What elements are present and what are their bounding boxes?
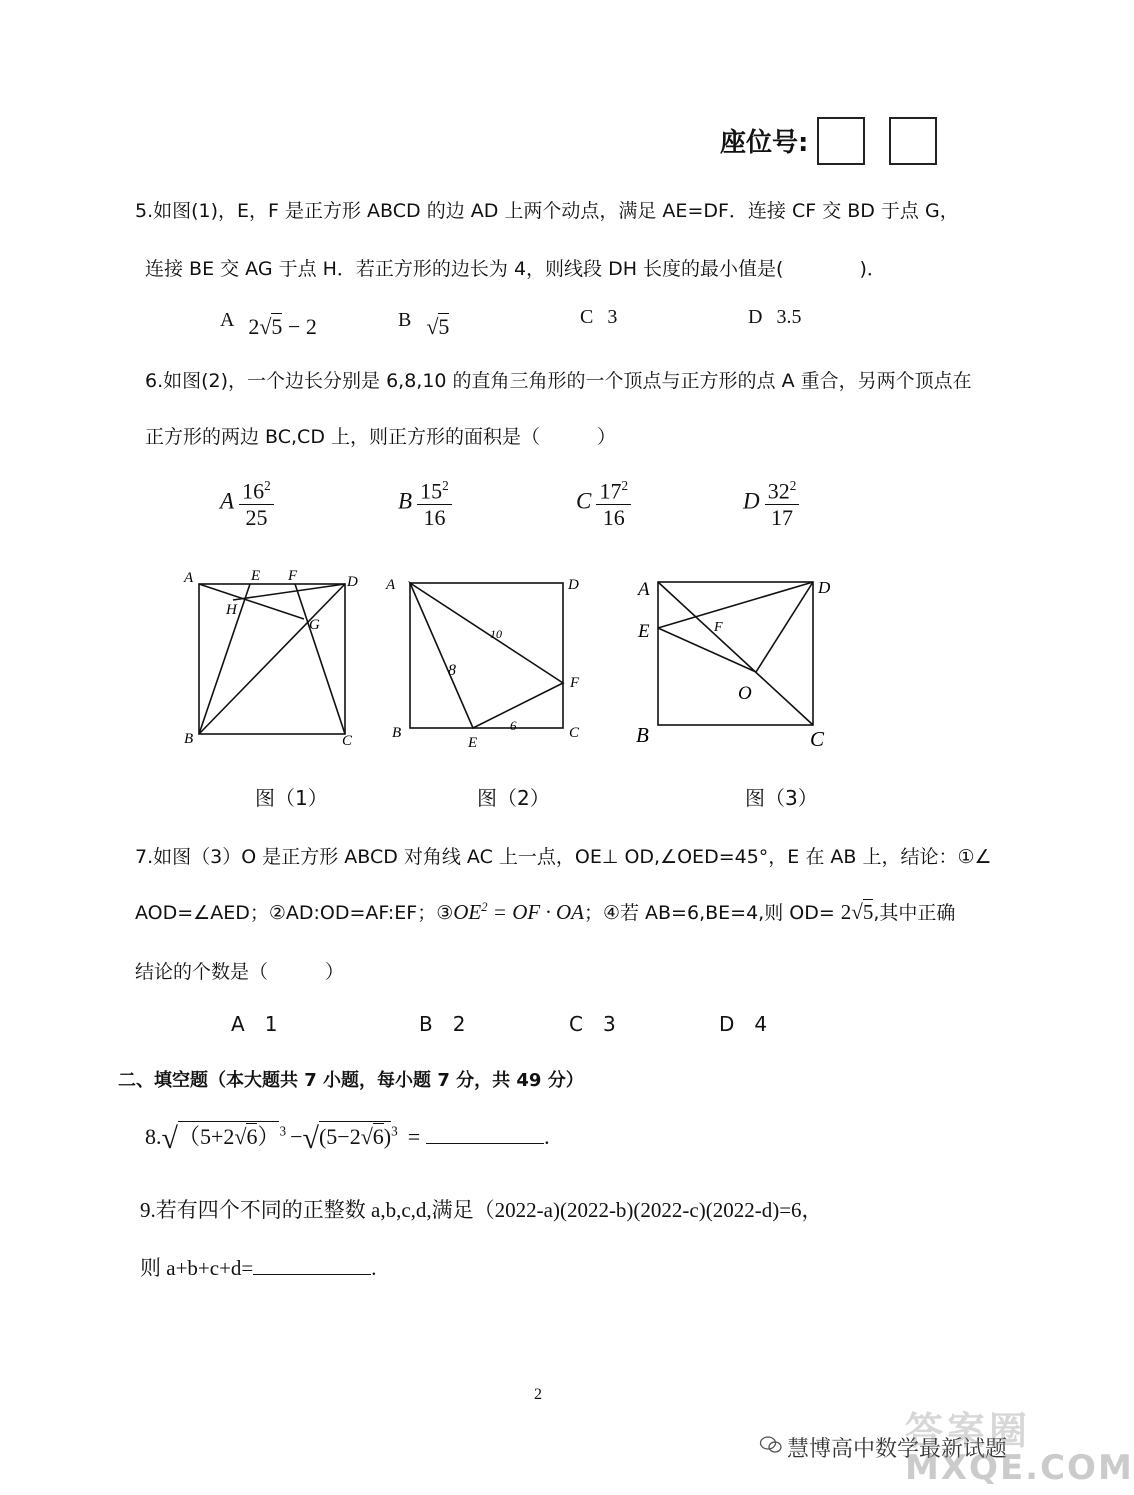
q9-line1: 9.若有四个不同的正整数 a,b,c,d,满足（2022-a)(2022-b)(2022-c)(2022-d)=6， (140, 1198, 823, 1222)
seat-box-1[interactable] (817, 117, 865, 165)
figure-3 (630, 568, 840, 758)
q7-option-d: D 4 (719, 1012, 768, 1036)
q7-line1: 7.如图（3）O 是正方形 ABCD 对角线 AC 上一点，OE⊥ OD,∠OED=45°，E 在 AB 上，结论：①∠ (135, 846, 992, 868)
stamp-watermark: 答案圈 (905, 1409, 1032, 1453)
fig3-label-a: A (638, 579, 650, 600)
q6-line1: 6.如图(2)，一个边长分别是 6,8,10 的直角三角形的一个顶点与正方形的点 A 重合，另两个顶点在 (145, 370, 972, 392)
fig3-line-ed (658, 582, 813, 628)
q8-answer-blank[interactable] (426, 1143, 544, 1144)
q9-answer-blank[interactable] (253, 1274, 371, 1275)
fig3-label-c: C (810, 727, 825, 751)
wechat-icon (760, 1436, 782, 1454)
q5-option-c: C 3 (580, 306, 618, 328)
fig1-label-e: E (251, 568, 261, 584)
fig1-label-g: G (309, 617, 320, 633)
fig3-label-o: O (738, 683, 752, 704)
q7-line3: 结论的个数是（ ） (135, 961, 345, 983)
fig2-label-e: E (468, 735, 478, 751)
fig1-caption: 图（1） (255, 786, 328, 810)
q6-option-c: C $\frac{17^2}{16}$ (576, 478, 631, 530)
q5-option-d: D 3.5 (748, 306, 802, 328)
seat-label: 座位号: (720, 128, 809, 158)
fig3-label-d: D (818, 578, 831, 597)
fig3-line-od (756, 582, 813, 672)
fig2-label-6: 6 (510, 718, 517, 733)
fig1-line-ag (199, 584, 304, 619)
fig2-label-10: 10 (490, 627, 502, 641)
q6-option-a: A $\frac{16^2}{25}$ (220, 478, 274, 530)
q6-line2: 正方形的两边 BC,CD 上，则正方形的面积是（ ） (145, 426, 616, 448)
fig2-label-8: 8 (448, 662, 456, 679)
fig1-label-f: F (288, 568, 298, 584)
q7-line2: AOD=∠AED；②AD:OD=AF:EF；$③OE^2$ = OF · OA；④若 AB=6,BE=4,则 OD= 2√5,其中正确 (135, 900, 956, 924)
fig2-square (410, 583, 563, 728)
fig2-label-b: B (392, 725, 402, 741)
fig1-line-cf (295, 584, 345, 734)
fig1-line-be (199, 584, 250, 734)
fig3-label-e: E (638, 621, 650, 642)
fig1-label-d: D (347, 574, 358, 590)
fig2-label-d: D (568, 577, 579, 593)
fig1-diagonal-bd (199, 584, 345, 734)
fig2-caption: 图（2） (477, 786, 550, 810)
fig2-label-f: F (570, 675, 580, 691)
page-number: 2 (534, 1386, 542, 1403)
figure-1 (180, 562, 370, 757)
q8-expression: $8.√(5+2√6)^3 -√(5-2√6)^3$ = . (145, 1122, 550, 1155)
seat-box-2[interactable] (889, 117, 937, 165)
fig2-triangle (410, 583, 563, 728)
site-watermark: MXQE.COM (905, 1448, 1134, 1488)
q7-option-b: B 2 (419, 1012, 466, 1036)
figure-2 (380, 565, 590, 755)
fig3-diagonal-ac (658, 582, 813, 725)
fig3-line-eo (658, 628, 756, 672)
fig1-label-c: C (342, 733, 353, 749)
q5-option-b: B √5 (398, 309, 450, 339)
fig1-label-b: B (184, 731, 194, 747)
q5-line1: 5.如图(1)，E，F 是正方形 ABCD 的边 AD 上两个动点，满足 AE=DF．连接 CF 交 BD 于点 G， (135, 200, 959, 222)
q7-option-a: A 1 (231, 1012, 278, 1036)
q6-option-d: D $\frac{32^2}{17}$ (743, 478, 799, 530)
fig3-label-b: B (636, 723, 649, 747)
q6-option-b: B $\frac{15^2}{16}$ (398, 478, 452, 530)
fig3-caption: 图（3） (745, 786, 818, 810)
fig2-label-c: C (569, 725, 580, 741)
fig1-label-a: A (184, 570, 194, 586)
q7-option-c: C 3 (569, 1012, 616, 1036)
fig2-label-a: A (386, 577, 396, 593)
q5-line2: 连接 BE 交 AG 于点 H．若正方形的边长为 4，则线段 DH 长度的最小值是( )． (145, 258, 886, 280)
watermark-text: 慧博高中数学最新试题 (787, 1437, 1008, 1462)
fig1-label-h: H (226, 602, 237, 618)
q5-option-a: A 2√5 − 2 (220, 309, 317, 339)
q9-line2: 则 a+b+c+d= . (140, 1256, 377, 1280)
section-2-title: 二、填空题（本大题共 7 小题，每小题 7 分，共 49 分） (118, 1070, 584, 1091)
fig3-label-f: F (714, 620, 723, 635)
